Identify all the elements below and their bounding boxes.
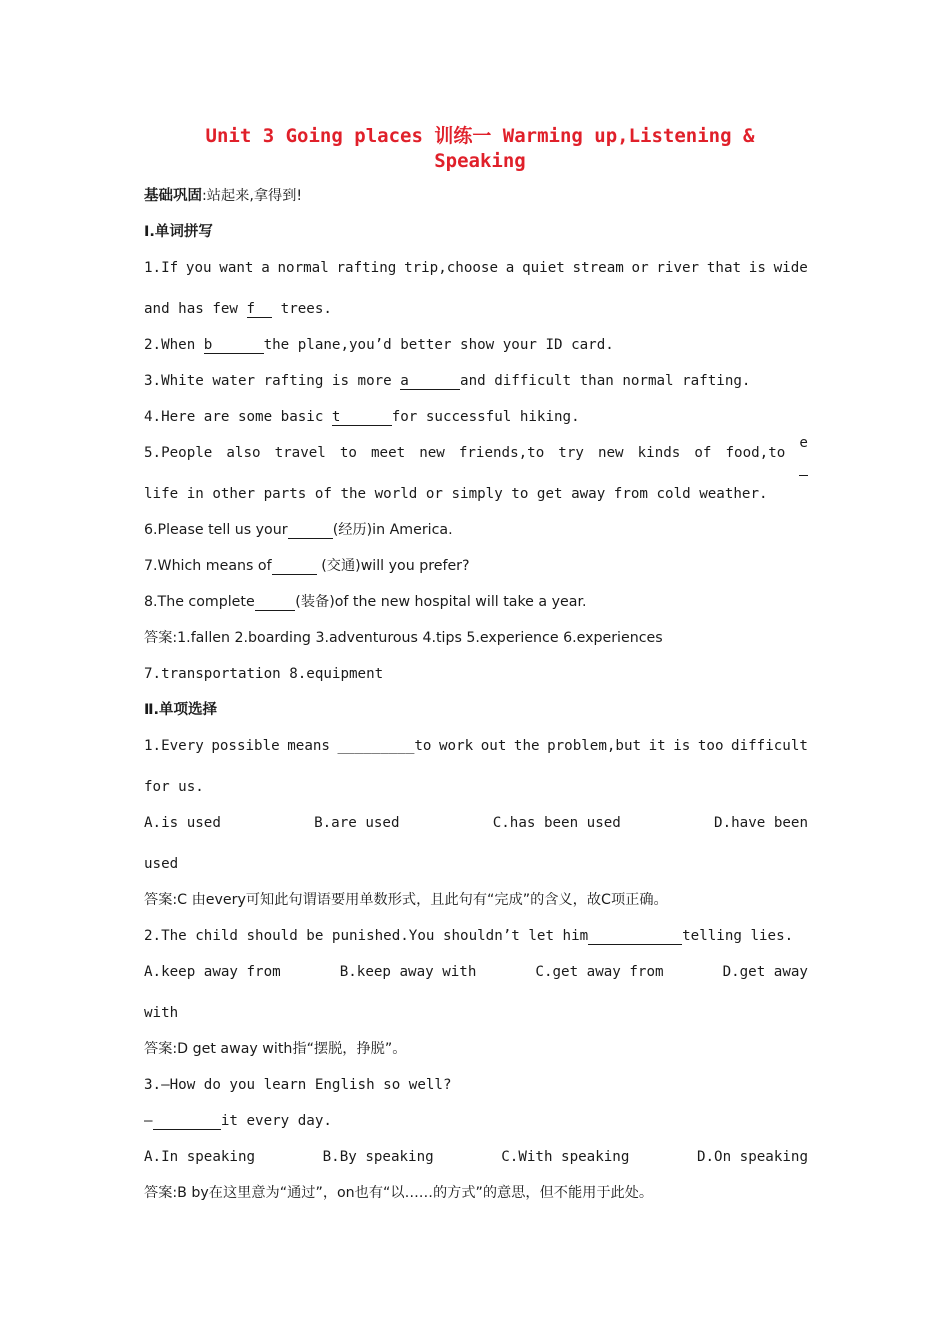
s1-q1-line-2 (144, 291, 808, 327)
text: 7.Which means of (144, 558, 272, 574)
text: — (144, 1113, 153, 1129)
blank (153, 1113, 221, 1130)
s2-q1-answer: 答案:C 由every可知此句谓语要用单数形式，且此句有“完成”的含义，故C项正确。 (144, 892, 668, 908)
word: a (261, 260, 270, 276)
s2-q3-answer: 答案:B by在这里意为“通过”，on也有“以……的方式”的意思，但不能用于此处。 (144, 1185, 654, 1201)
word: stream (572, 260, 624, 276)
blank (588, 928, 682, 945)
word: try (558, 445, 584, 461)
title-line-1: Unit 3 Going places 训练一 Warming up,Listening & (205, 125, 755, 147)
option-a: A.is used (144, 815, 221, 831)
word: want (219, 260, 254, 276)
word: is (748, 260, 766, 276)
text: (交通)will you prefer? (316, 558, 470, 574)
option-b: B.By speaking (322, 1149, 434, 1165)
blank-b: b (203, 337, 264, 353)
section-2-heading: Ⅱ.单项选择 (144, 702, 218, 718)
s2-q1-options (144, 805, 808, 846)
word: new (419, 445, 445, 461)
blank-t: t (331, 409, 392, 425)
document-title (144, 124, 808, 174)
text: 2.When (144, 337, 204, 353)
s2-q2-options (144, 954, 808, 995)
blank-a: a (400, 373, 461, 389)
word: out (480, 738, 507, 754)
s1-answer-line-1: 答案:1.fallen 2.boarding 3.adventurous 4.tips 5.experience 6.experiences (144, 630, 663, 646)
word: too (697, 738, 724, 754)
option-c: C.get away from (535, 964, 664, 980)
s2-q2-answer: 答案:D get away with指“摆脱，挣脱”。 (144, 1041, 407, 1057)
word: that (706, 260, 742, 276)
word: rafting (336, 260, 397, 276)
option-a: A.keep away from (144, 964, 281, 980)
option-d: D.On speaking (696, 1149, 808, 1165)
s2-q1-line-1 (144, 728, 808, 769)
word: kinds (637, 445, 681, 461)
word: quiet (522, 260, 565, 276)
text: and has few (144, 301, 247, 317)
s2-q1-options-wrap: used (144, 856, 179, 872)
word: meet (370, 445, 406, 461)
option-c: C.has been used (492, 815, 621, 831)
document-page (144, 124, 808, 1211)
word: it (648, 738, 666, 754)
word: difficult (731, 738, 808, 754)
text: 4.Here are some basic (144, 409, 332, 425)
text: and difficult than normal rafting. (460, 373, 751, 389)
text: 6.Please tell us your (144, 522, 288, 538)
s2-q1-line-2: for us. (144, 779, 204, 795)
word: or (631, 260, 649, 276)
word: you (185, 260, 212, 276)
word: 1.Every (144, 738, 204, 754)
word: 5.People (144, 445, 213, 461)
intro-line (144, 178, 808, 214)
text: it every day. (220, 1113, 332, 1129)
intro-tail: :站起来,拿得到! (202, 188, 303, 204)
option-b: B.keep away with (339, 964, 477, 980)
word: food,to (725, 445, 786, 461)
blank-transport (272, 558, 317, 575)
s2-q2-stem (144, 918, 808, 954)
blank-e: e (799, 435, 808, 476)
s1-q2 (144, 327, 808, 363)
word: normal (277, 260, 329, 276)
text: 3.White water rafting is more (144, 373, 401, 389)
title-line-2: Speaking (434, 150, 526, 172)
s1-q5-line-2: life in other parts of the world or simply to get away from cold weather. (144, 486, 768, 502)
text: telling lies. (682, 928, 794, 944)
word: _________to (337, 738, 432, 754)
word: 1.If (144, 260, 179, 276)
word: possible (211, 738, 280, 754)
word: the (513, 738, 540, 754)
word: of (694, 445, 712, 461)
word: also (226, 445, 261, 461)
text: trees. (272, 301, 332, 317)
word: trip,choose (404, 260, 499, 276)
s1-q5-line-1 (144, 435, 808, 476)
option-b: B.are used (314, 815, 400, 831)
text: (装备)of the new hospital will take a year. (295, 594, 587, 610)
word: new (597, 445, 624, 461)
option-d: D.get away (722, 964, 808, 980)
option-a: A.In speaking (144, 1149, 256, 1165)
option-d: D.have been (714, 815, 808, 831)
word: problem,but (547, 738, 642, 754)
text: 2.The child should be punished.You shouldn’t let him (144, 928, 589, 944)
s1-q7 (144, 548, 808, 584)
word: work (439, 738, 474, 754)
s1-q3 (144, 363, 808, 399)
s1-q4 (144, 399, 808, 435)
blank-experience (288, 522, 333, 539)
intro-heading: 基础巩固 (144, 188, 202, 204)
word: river (656, 260, 700, 276)
s2-q2-options-wrap: with (144, 1005, 179, 1021)
text: (经历)in America. (332, 522, 453, 538)
text: 8.The complete (144, 594, 255, 610)
s2-q3-line-2 (144, 1103, 808, 1139)
s2-q3-options (144, 1139, 808, 1175)
s1-answer-line-2: 7.transportation 8.equipment (144, 666, 384, 682)
s1-q8 (144, 584, 808, 620)
text: the plane,you’d better show your ID card. (263, 337, 614, 353)
word: wide (773, 260, 808, 276)
word: friends,to (458, 445, 545, 461)
s2-q3-line-1: 3.—How do you learn English so well? (144, 1077, 452, 1093)
text: for successful hiking. (391, 409, 580, 425)
word: travel (274, 445, 326, 461)
word: a (505, 260, 515, 276)
word: to (339, 445, 357, 461)
blank-equipment (255, 594, 296, 611)
s1-q1-line-1 (144, 250, 808, 291)
word: is (673, 738, 691, 754)
blank-f: f (246, 301, 273, 317)
s1-q6 (144, 512, 808, 548)
section-1-heading: Ⅰ.单词拼写 (144, 224, 213, 240)
word: means (287, 738, 330, 754)
option-c: C.With speaking (501, 1149, 630, 1165)
